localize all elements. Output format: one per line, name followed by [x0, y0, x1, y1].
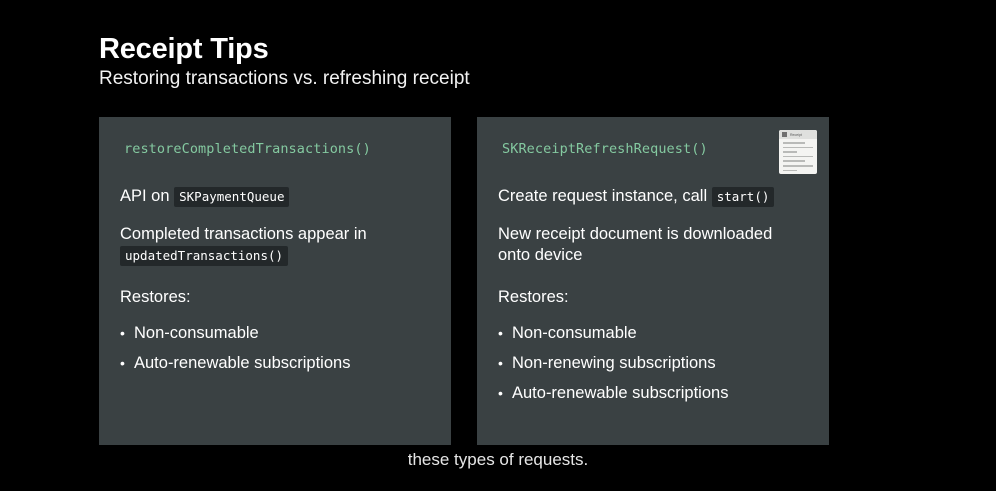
panel-left-bullet-list: [120, 318, 439, 378]
panel-right-line-1-text: Create request instance, call: [498, 187, 712, 205]
panel-right-line-1-code: start(): [712, 187, 775, 207]
page-subtitle: Restoring transactions vs. refreshing receipt: [99, 68, 470, 89]
receipt-icon-line: [783, 142, 805, 144]
receipt-icon-line: [783, 151, 797, 153]
receipt-icon-line: [783, 170, 797, 172]
panel-left-code-header: restoreCompletedTransactions(): [124, 141, 371, 157]
panel-restore-completed-transactions: [99, 117, 451, 445]
panel-left-restores-label: Restores:: [120, 288, 191, 306]
panel-right-code-header: SKReceiptRefreshRequest(): [502, 141, 708, 157]
receipt-icon-line: [783, 160, 805, 162]
receipt-icon-badge: [782, 132, 787, 137]
panel-left-line-2-code: updatedTransactions(): [120, 246, 288, 266]
panel-right-line-1: [498, 186, 817, 207]
panel-left-line-1: [120, 186, 439, 207]
list-item: • Auto-renewable subscriptions: [498, 378, 817, 408]
panel-right-restores-label: Restores:: [498, 288, 569, 306]
slide-caption: these types of requests.: [407, 450, 589, 469]
receipt-icon-line: [783, 156, 813, 158]
panel-right-bullet-list: [498, 318, 817, 408]
panel-left-line-2: [120, 224, 439, 266]
panel-right-line-2: New receipt document is downloaded onto device: [498, 225, 773, 264]
receipt-icon-label: Receipt: [790, 132, 802, 137]
receipt-icon-header: [779, 130, 817, 139]
receipt-icon-line: [783, 165, 813, 167]
list-item: • Auto-renewable subscriptions: [120, 348, 439, 378]
list-item: • Non-renewing subscriptions: [498, 348, 817, 378]
page-title: Receipt Tips: [99, 33, 269, 65]
panel-receipt-refresh-request: [477, 117, 829, 445]
receipt-document-icon: [779, 130, 817, 174]
panel-left-line-1-text: API on: [120, 187, 175, 205]
panels-container: [99, 117, 841, 445]
list-item: • Non-consumable: [120, 318, 439, 348]
panel-left-line-2-text: Completed transactions appear in: [120, 225, 367, 243]
list-item: • Non-consumable: [498, 318, 817, 348]
receipt-icon-line: [783, 147, 813, 149]
panel-left-line-1-code: SKPaymentQueue: [174, 187, 289, 207]
